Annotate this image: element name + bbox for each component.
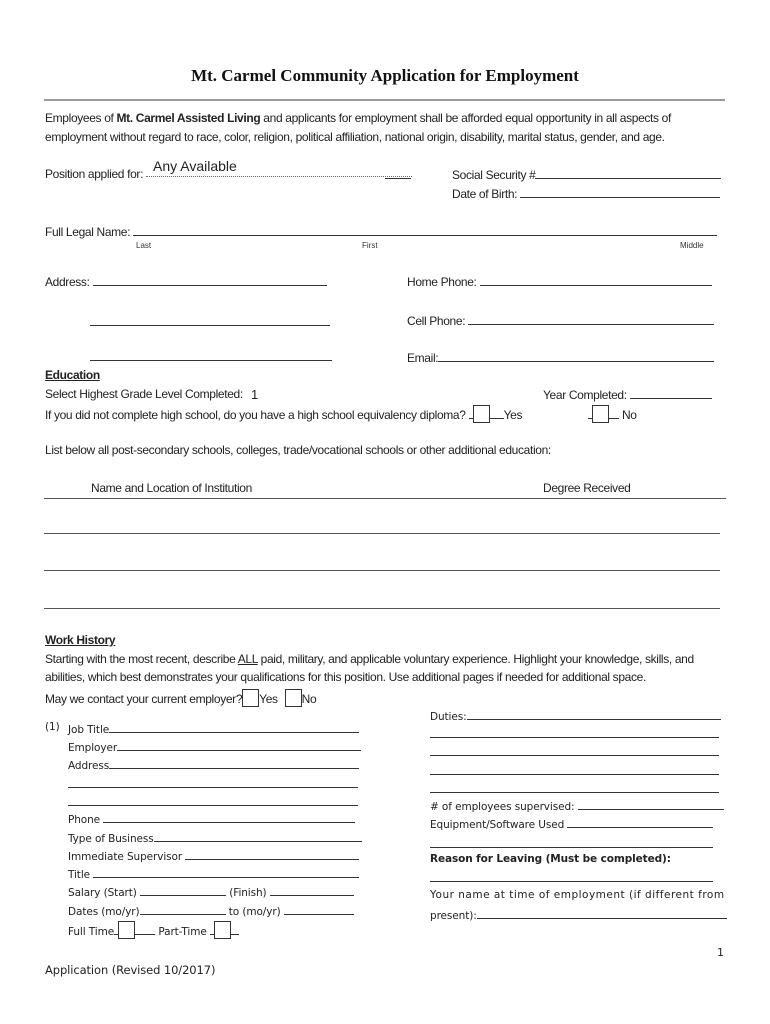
institution-column-header: Name and Location of Institution xyxy=(91,481,252,495)
duties-field[interactable]: Duties: xyxy=(430,708,721,723)
contact-employer-row: May we contact your current employer? Yes No xyxy=(45,689,316,707)
grade-level-select[interactable]: 1 xyxy=(251,387,258,402)
revision-footer: Application (Revised 10/2017) xyxy=(45,963,216,977)
address-line-2[interactable] xyxy=(90,325,330,326)
salary-finish-input[interactable] xyxy=(270,884,354,896)
legal-name-field[interactable]: Full Legal Name: xyxy=(45,224,717,239)
entry-number: (1) xyxy=(45,721,60,733)
name-last-caption: Last xyxy=(136,241,152,250)
work-history-heading: Work History xyxy=(45,633,116,647)
equipment-field[interactable]: Equipment/Software Used xyxy=(430,816,713,831)
education-line-3[interactable] xyxy=(44,608,720,609)
employer-field[interactable]: Employer xyxy=(68,739,361,754)
salary-start-input[interactable] xyxy=(140,884,226,896)
diploma-question-row: If you did not complete high school, do you have a high school equivalency diploma? Yes xyxy=(45,405,522,423)
date-to-input[interactable] xyxy=(284,903,354,915)
salary-row: Salary (Start) (Finish) xyxy=(68,884,354,899)
supervisor-field[interactable]: Immediate Supervisor xyxy=(68,848,359,863)
email-field[interactable]: Email: xyxy=(407,350,714,365)
education-heading: Education xyxy=(45,368,100,382)
reason-leaving-label: Reason for Leaving (Must be completed): xyxy=(430,853,671,865)
duties-line-2[interactable] xyxy=(430,737,719,738)
contact-no-checkbox[interactable] xyxy=(285,689,302,707)
employment-type-row: Full Time Part-Time xyxy=(68,921,239,939)
reason-leaving-line[interactable] xyxy=(430,881,713,882)
eeo-statement-line1: Employees of Mt. Carmel Assisted Living and applicants for employment shall be afforded equal opportunity in all aspects of xyxy=(45,111,671,125)
address-line-3[interactable] xyxy=(90,360,332,361)
education-header-rule xyxy=(44,498,726,499)
education-list-prompt: List below all post-secondary schools, colleges, trade/vocational schools or other additional education: xyxy=(45,443,551,457)
duties-line-3[interactable] xyxy=(430,755,719,756)
page-number: 1 xyxy=(717,946,724,959)
employees-supervised-field[interactable]: # of employees supervised: xyxy=(430,798,724,813)
business-type-field[interactable]: Type of Business xyxy=(68,830,362,845)
page-title: Mt. Carmel Community Application for Employment xyxy=(191,66,579,85)
supervisor-title-field[interactable]: Title xyxy=(68,866,359,881)
ssn-field[interactable]: Social Security # xyxy=(452,167,721,182)
year-completed-field[interactable]: Year Completed: xyxy=(543,387,712,402)
address-work-field[interactable]: Address xyxy=(68,757,359,772)
equipment-line-2[interactable] xyxy=(430,847,713,848)
title-divider xyxy=(44,99,725,101)
full-time-checkbox[interactable] xyxy=(118,921,135,939)
cell-phone-field[interactable]: Cell Phone: xyxy=(407,313,714,328)
company-name: Mt. Carmel Assisted Living xyxy=(116,111,261,125)
address-field[interactable]: Address: xyxy=(45,274,327,289)
dates-row: Dates (mo/yr) to (mo/yr) xyxy=(68,903,354,918)
degree-column-header: Degree Received xyxy=(543,481,631,495)
work-address-line-3[interactable] xyxy=(68,805,358,806)
name-first-caption: First xyxy=(362,241,378,250)
dob-field[interactable]: Date of Birth: xyxy=(452,186,720,201)
part-time-checkbox[interactable] xyxy=(214,921,231,939)
home-phone-field[interactable]: Home Phone: xyxy=(407,274,712,289)
work-intro-line1: Starting with the most recent, describe ALL paid, military, and applicable voluntary experience. Highlight your knowledge, skills, and xyxy=(45,652,694,666)
job-title-field[interactable]: Job Title xyxy=(68,721,359,736)
date-from-input[interactable] xyxy=(140,903,226,915)
name-middle-caption: Middle xyxy=(680,241,704,250)
work-address-line-2[interactable] xyxy=(68,787,358,788)
name-at-employment-line1: Your name at time of employment (if different from xyxy=(430,889,725,901)
position-input[interactable]: Any Available xyxy=(153,158,237,174)
eeo-statement-line2: employment without regard to race, color, religion, political affiliation, national origin, disability, marital status, gender, and age. xyxy=(45,130,665,144)
diploma-yes-checkbox[interactable] xyxy=(473,405,490,423)
phone-work-field[interactable]: Phone xyxy=(68,811,355,826)
position-line-end xyxy=(385,178,411,179)
grade-level-label: Select Highest Grade Level Completed: xyxy=(45,387,243,401)
position-line xyxy=(146,175,412,177)
contact-yes-checkbox[interactable] xyxy=(242,689,259,707)
diploma-no-checkbox[interactable] xyxy=(592,405,609,423)
education-line-2[interactable] xyxy=(44,570,720,571)
position-label: Position applied for: xyxy=(45,167,144,181)
education-line-1[interactable] xyxy=(44,533,720,534)
work-intro-line2: abilities, which best demonstrates your qualifications for this position. Use additional pages if needed for additional space. xyxy=(45,670,646,684)
duties-line-4[interactable] xyxy=(430,774,719,775)
duties-line-5[interactable] xyxy=(430,792,719,793)
name-at-employment-field[interactable]: present): xyxy=(430,907,727,922)
diploma-no-row: No xyxy=(588,405,637,423)
